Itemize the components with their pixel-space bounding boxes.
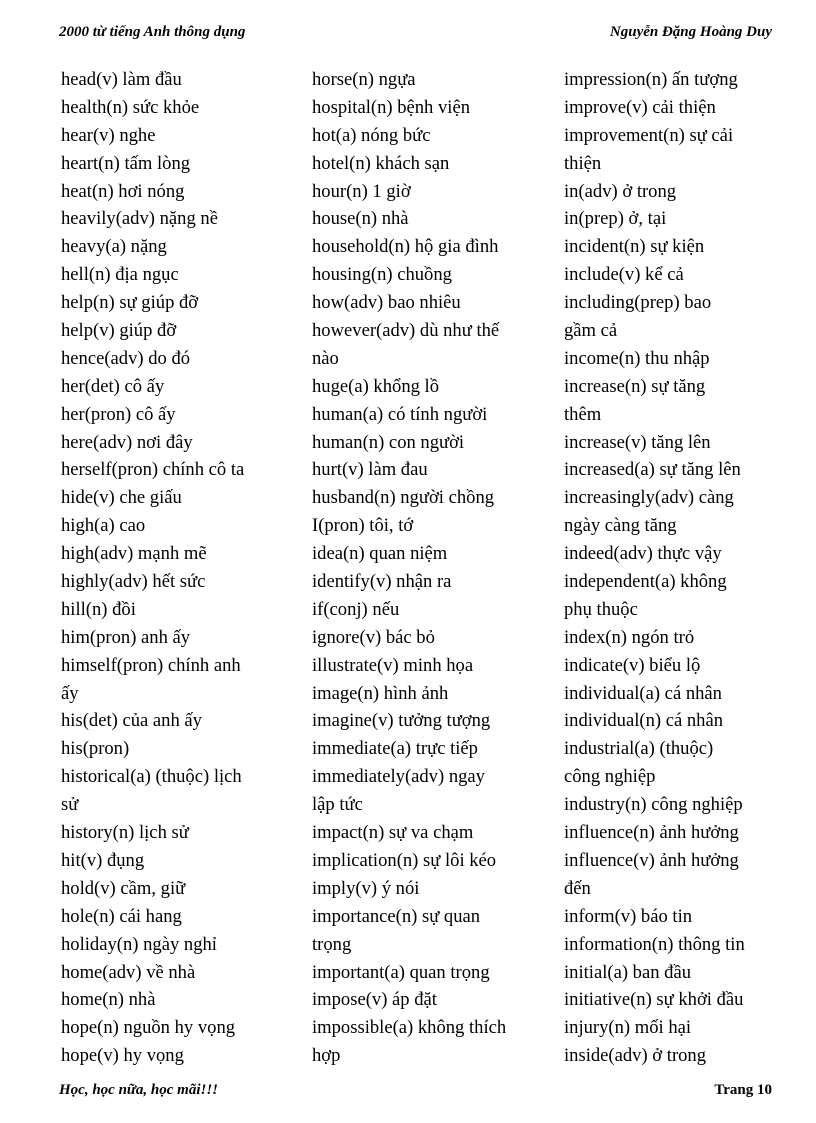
vocab-line: increased(a) sự tăng lên — [564, 459, 741, 481]
vocab-line: thêm — [564, 403, 602, 425]
vocab-line: hope(n) nguồn hy vọng — [61, 1017, 236, 1039]
header-author: Nguyễn Đặng Hoàng Duy — [609, 24, 772, 40]
vocab-line: hotel(n) khách sạn — [312, 152, 450, 174]
vocab-line: I(pron) tôi, tớ — [312, 515, 414, 537]
vocab-line: hour(n) 1 giờ — [312, 180, 411, 202]
vocab-line: industrial(a) (thuộc) — [564, 738, 714, 760]
page-header — [59, 24, 772, 48]
vocab-line: her(pron) cô ấy — [61, 403, 176, 425]
footer-motto: Học, học nữa, học mãi!!! — [59, 1082, 219, 1098]
vocab-line: hospital(n) bệnh viện — [312, 96, 471, 118]
vocab-line: initial(a) ban đầu — [564, 961, 692, 983]
header-book-title: 2000 từ tiếng Anh thông dụng — [59, 24, 246, 40]
vocab-line: sử — [61, 794, 79, 816]
vocab-line: immediate(a) trực tiếp — [312, 738, 478, 760]
vocab-line: home(n) nhà — [61, 989, 156, 1011]
vocab-line: high(adv) mạnh mẽ — [61, 543, 207, 565]
vocab-line: illustrate(v) minh họa — [312, 654, 474, 676]
vocab-line: home(adv) về nhà — [61, 961, 196, 983]
vocab-line: health(n) sức khỏe — [61, 96, 200, 118]
vocab-line: trọng — [312, 933, 352, 955]
vocab-line: house(n) nhà — [312, 208, 409, 230]
vocab-line: in(prep) ở, tại — [564, 208, 667, 230]
vocab-line: ấy — [61, 682, 79, 704]
vocab-line: ngày càng tăng — [564, 515, 677, 537]
vocab-line: implication(n) sự lôi kéo — [312, 849, 497, 871]
vocab-line: hold(v) cầm, giữ — [61, 877, 186, 899]
vocab-line: phụ thuộc — [564, 598, 638, 620]
vocab-line: increase(n) sự tăng — [564, 375, 706, 397]
page-number: Trang 10 — [714, 1082, 772, 1098]
vocab-line: inside(adv) ở trong — [564, 1045, 707, 1067]
vocab-line: heavily(adv) nặng nề — [61, 208, 218, 230]
vocab-line: influence(n) ảnh hưởng — [564, 822, 739, 844]
vocab-line: impact(n) sự va chạm — [312, 822, 474, 844]
page-footer — [59, 1082, 772, 1106]
vocab-line: improvement(n) sự cải — [564, 124, 734, 146]
vocab-line: hear(v) nghe — [61, 124, 156, 146]
vocab-line: injury(n) mối hại — [564, 1017, 692, 1039]
vocab-line: in(adv) ở trong — [564, 180, 677, 202]
vocab-line: hell(n) địa ngục — [61, 264, 179, 286]
vocab-line: hit(v) đụng — [61, 849, 145, 871]
vocab-line: hợp — [312, 1045, 341, 1067]
vocab-line: history(n) lịch sử — [61, 822, 189, 844]
vocab-line: human(a) có tính người — [312, 403, 488, 425]
vocab-line: improve(v) cải thiện — [564, 96, 716, 118]
vocab-line: indeed(adv) thực vậy — [564, 543, 722, 565]
vocab-line: huge(a) khổng lồ — [312, 375, 440, 397]
vocab-line: influence(v) ảnh hưởng — [564, 849, 739, 871]
vocab-line: inform(v) báo tin — [564, 905, 693, 927]
vocab-line: công nghiệp — [564, 766, 656, 788]
vocab-line: nào — [312, 347, 339, 369]
vocab-line: himself(pron) chính anh — [61, 654, 241, 676]
vocab-line: hide(v) che giấu — [61, 487, 182, 509]
vocab-line: đến — [564, 877, 591, 899]
vocab-line: heavy(a) nặng — [61, 236, 167, 258]
vocab-line: individual(n) cá nhân — [564, 710, 724, 732]
vocab-line: if(conj) nếu — [312, 598, 400, 620]
vocab-line: hence(adv) do đó — [61, 347, 191, 369]
vocab-line: his(pron) — [61, 738, 130, 760]
vocab-line: heat(n) hơi nóng — [61, 180, 185, 202]
vocab-line: impose(v) áp đặt — [312, 989, 437, 1011]
word-column-3 — [564, 66, 784, 1070]
vocab-line: help(n) sự giúp đỡ — [61, 292, 199, 314]
vocab-line: include(v) kể cả — [564, 264, 684, 286]
vocab-line: household(n) hộ gia đình — [312, 236, 499, 258]
vocab-line: image(n) hình ảnh — [312, 682, 449, 704]
vocab-line: highly(adv) hết sức — [61, 571, 206, 593]
vocab-line: hot(a) nóng bức — [312, 124, 431, 146]
vocab-line: increasingly(adv) càng — [564, 487, 734, 509]
vocab-line: incident(n) sự kiện — [564, 236, 705, 258]
vocab-line: however(adv) dù như thế — [312, 320, 500, 342]
vocab-line: immediately(adv) ngay — [312, 766, 485, 788]
vocab-line: gầm cả — [564, 320, 618, 342]
vocab-line: identify(v) nhận ra — [312, 571, 452, 593]
vocab-line: initiative(n) sự khởi đầu — [564, 989, 744, 1011]
vocab-line: lập tức — [312, 794, 363, 816]
vocab-line: index(n) ngón trỏ — [564, 626, 695, 648]
vocab-line: imagine(v) tưởng tượng — [312, 710, 491, 732]
vocab-line: heart(n) tấm lòng — [61, 152, 191, 174]
vocab-line: his(det) của anh ấy — [61, 710, 202, 732]
vocab-line: hole(n) cái hang — [61, 905, 182, 927]
word-column-1 — [61, 66, 296, 1070]
vocab-line: here(adv) nơi đây — [61, 431, 193, 453]
vocab-line: head(v) làm đầu — [61, 69, 182, 90]
vocab-line: housing(n) chuồng — [312, 264, 452, 286]
vocab-line: high(a) cao — [61, 515, 146, 537]
vocab-line: thiện — [564, 152, 602, 174]
vocab-line: idea(n) quan niệm — [312, 543, 448, 565]
vocab-line: hill(n) đồi — [61, 598, 136, 620]
vocab-line: impossible(a) không thích — [312, 1017, 507, 1039]
word-column-2 — [312, 66, 547, 1070]
vocab-line: hope(v) hy vọng — [61, 1045, 184, 1067]
vocab-line: human(n) con người — [312, 431, 465, 453]
vocab-line: imply(v) ý nói — [312, 877, 420, 899]
vocab-line: horse(n) ngựa — [312, 69, 416, 90]
vocab-line: income(n) thu nhập — [564, 347, 710, 369]
vocab-line: information(n) thông tin — [564, 933, 745, 955]
vocab-line: ignore(v) bác bỏ — [312, 626, 435, 648]
vocab-line: historical(a) (thuộc) lịch — [61, 766, 242, 788]
vocab-line: important(a) quan trọng — [312, 961, 490, 983]
vocab-line: including(prep) bao — [564, 292, 712, 314]
vocab-line: help(v) giúp đỡ — [61, 320, 177, 342]
vocab-line: impression(n) ấn tượng — [564, 69, 738, 90]
vocab-line: husband(n) người chồng — [312, 487, 495, 509]
vocab-line: how(adv) bao nhiêu — [312, 292, 461, 314]
vocab-line: herself(pron) chính cô ta — [61, 459, 245, 481]
vocab-line: importance(n) sự quan — [312, 905, 481, 927]
vocab-line: industry(n) công nghiệp — [564, 794, 743, 816]
vocab-line: her(det) cô ấy — [61, 375, 165, 397]
vocab-line: individual(a) cá nhân — [564, 682, 722, 704]
vocab-line: him(pron) anh ấy — [61, 626, 191, 648]
vocab-line: indicate(v) biểu lộ — [564, 654, 701, 676]
vocab-line: hurt(v) làm đau — [312, 459, 428, 481]
vocab-line: increase(v) tăng lên — [564, 431, 711, 453]
vocab-line: independent(a) không — [564, 571, 727, 593]
vocab-line: holiday(n) ngày nghỉ — [61, 933, 217, 955]
